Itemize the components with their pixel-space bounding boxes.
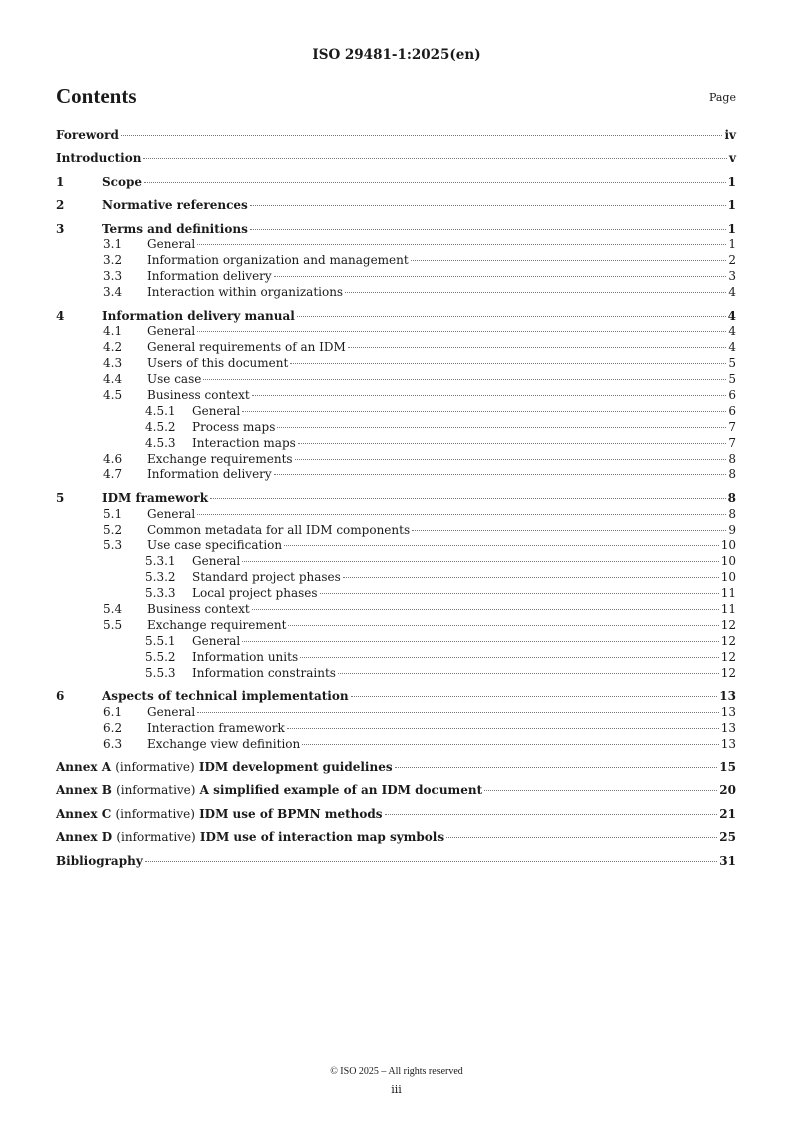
dot-leader — [295, 459, 727, 460]
toc-spacer — [56, 776, 736, 784]
toc-entry-page: 25 — [719, 830, 736, 845]
toc-entry[interactable] — [56, 388, 736, 404]
toc-entry[interactable] — [56, 340, 736, 356]
toc-entry-title: Exchange view definition — [147, 736, 301, 751]
toc-entry-number: 4.5 — [103, 387, 123, 402]
toc-entry-page: 13 — [719, 689, 736, 703]
toc-entry[interactable] — [56, 269, 736, 285]
toc-entry-page: 11 — [720, 586, 736, 601]
toc-entry-title: General — [192, 403, 241, 418]
toc-entry-page: 10 — [720, 554, 736, 569]
annex-label: Annex B — [56, 783, 112, 798]
dot-leader — [345, 292, 726, 293]
toc-entry-title: Exchange requirements — [147, 451, 293, 466]
toc-entry-number: 4.5.1 — [145, 403, 176, 418]
toc-spacer — [56, 144, 736, 152]
dot-leader — [143, 158, 727, 159]
toc-entry-title: General requirements of an IDM — [147, 340, 346, 355]
toc-entry[interactable] — [56, 830, 736, 846]
dot-leader — [252, 395, 727, 396]
toc-entry-page: iv — [724, 128, 736, 142]
toc-entry-page: 4 — [728, 324, 736, 339]
dot-leader — [277, 427, 726, 428]
dot-leader — [290, 363, 726, 364]
document-id-header: ISO 29481-1:2025(en) — [312, 47, 481, 63]
toc-entry-page: 4 — [728, 285, 736, 300]
toc-entry-number: 3 — [56, 221, 65, 236]
toc-entry-number: 5.1 — [103, 506, 123, 521]
toc-entry[interactable] — [56, 436, 736, 452]
toc-entry-page: 6 — [728, 387, 736, 402]
toc-entry-title: General — [147, 324, 196, 339]
toc-entry[interactable] — [56, 650, 736, 666]
toc-entry-title: Introduction — [56, 151, 142, 166]
toc-entry-title — [56, 760, 393, 776]
toc-entry[interactable] — [56, 618, 736, 634]
dot-leader — [446, 837, 717, 838]
dot-leader — [203, 379, 726, 380]
toc-entry-page: 4 — [727, 308, 736, 323]
toc-entry-page: 6 — [728, 403, 736, 418]
toc-entry-title — [56, 830, 444, 846]
toc-entry-page: 5 — [728, 372, 736, 387]
dot-leader — [197, 331, 726, 332]
toc-entry[interactable] — [56, 198, 736, 214]
page-number: iii — [391, 1083, 402, 1096]
toc-entry-number: 5.5 — [103, 617, 123, 632]
toc-entry-number: 4.3 — [103, 356, 123, 371]
toc-entry[interactable] — [56, 666, 736, 682]
toc-entry-page: 8 — [728, 467, 736, 482]
dot-leader — [121, 135, 723, 136]
toc-entry-page: 7 — [728, 419, 736, 434]
toc-entry-number: 4.6 — [103, 451, 123, 466]
annex-title: IDM use of BPMN methods — [199, 806, 383, 821]
toc-entry[interactable] — [56, 538, 736, 554]
toc-entry[interactable] — [56, 151, 736, 167]
dot-leader — [287, 728, 719, 729]
toc-entry-title: Information organization and management — [147, 253, 409, 268]
dot-leader — [385, 814, 718, 815]
toc-entry-page: 21 — [719, 806, 736, 821]
toc-entry-number: 5.5.3 — [145, 665, 176, 680]
toc-spacer — [56, 753, 736, 761]
toc-entry-title: Interaction maps — [192, 435, 296, 450]
toc-entry[interactable] — [56, 634, 736, 650]
dot-leader — [351, 696, 718, 697]
toc-spacer — [56, 214, 736, 222]
toc-entry-number: 5.2 — [103, 522, 123, 537]
toc-entry-title: Information delivery — [147, 269, 272, 284]
annex-title: A simplified example of an IDM document — [199, 783, 483, 798]
toc-entry-page: 20 — [719, 783, 736, 798]
toc-entry-title: Users of this document — [147, 356, 289, 371]
toc-entry-number: 4.4 — [103, 372, 123, 387]
toc-spacer — [56, 799, 736, 807]
toc-entry-title: General — [147, 237, 196, 252]
dot-leader — [300, 657, 719, 658]
dot-leader — [302, 744, 718, 745]
toc-entry[interactable] — [56, 586, 736, 602]
toc-entry-page: 31 — [719, 853, 736, 868]
toc-entry[interactable] — [56, 507, 736, 523]
toc-entry[interactable] — [56, 222, 736, 238]
toc-entry-title: Use case — [147, 372, 202, 387]
toc-entry-title: Common metadata for all IDM components — [147, 522, 411, 537]
toc-entry-title: Interaction within organizations — [147, 285, 344, 300]
toc-entry-page: 4 — [728, 340, 736, 355]
toc-entry-number: 4 — [56, 308, 65, 323]
toc-entry[interactable] — [56, 237, 736, 253]
toc-spacer — [56, 846, 736, 854]
annex-informative-label: (informative) — [116, 783, 196, 798]
toc-entry[interactable] — [56, 309, 736, 325]
dot-leader — [242, 411, 726, 412]
toc-spacer — [56, 823, 736, 831]
toc-entry-number: 6.2 — [103, 720, 123, 735]
toc-entry-page: 1 — [727, 221, 736, 236]
toc-entry[interactable] — [56, 689, 736, 705]
toc-entry-page: 5 — [728, 356, 736, 371]
toc-entry-title: General — [192, 633, 241, 648]
toc-entry-number: 6.3 — [103, 736, 123, 751]
toc-entry[interactable] — [56, 570, 736, 586]
annex-label: Annex A — [56, 760, 112, 775]
dot-leader — [288, 625, 718, 626]
toc-entry-title: Use case specification — [147, 538, 283, 553]
dot-leader — [145, 861, 718, 862]
toc-entry-page: 11 — [720, 602, 736, 617]
toc-entry-number: 1 — [56, 174, 65, 189]
toc-entry-title: Business context — [147, 387, 250, 402]
toc-entry-page: 12 — [720, 617, 736, 632]
toc-entry-page: 8 — [727, 490, 736, 505]
toc-entry-title: Bibliography — [56, 853, 143, 868]
toc-entry[interactable] — [56, 404, 736, 420]
toc-entry-title: Process maps — [192, 419, 276, 434]
toc-entry-page: 3 — [728, 269, 736, 284]
toc-entry[interactable] — [56, 721, 736, 737]
toc-entry-number: 5 — [56, 490, 65, 505]
toc-entry[interactable] — [56, 467, 736, 483]
dot-leader — [320, 593, 719, 594]
dot-leader — [197, 712, 718, 713]
toc-entry-number: 5.3.3 — [145, 586, 176, 601]
toc-entry-title: Exchange requirement — [147, 617, 287, 632]
dot-leader — [242, 561, 718, 562]
toc-entry-page: v — [729, 151, 736, 166]
toc-entry-number: 4.5.2 — [145, 419, 176, 434]
toc-spacer — [56, 167, 736, 175]
dot-leader — [284, 545, 719, 546]
toc-entry-page: 9 — [728, 522, 736, 537]
toc-entry[interactable] — [56, 523, 736, 539]
toc-entry-page: 12 — [720, 649, 736, 664]
toc-entry-page: 2 — [728, 253, 736, 268]
dot-leader — [411, 260, 727, 261]
toc-entry-title: Standard project phases — [192, 570, 341, 585]
toc-entry[interactable] — [56, 807, 736, 823]
toc-entry-title: Information delivery — [147, 467, 272, 482]
table-of-contents — [56, 128, 736, 870]
toc-entry[interactable] — [56, 452, 736, 468]
toc-entry[interactable] — [56, 760, 736, 776]
dot-leader — [252, 609, 719, 610]
toc-entry-title: Terms and definitions — [102, 221, 248, 236]
toc-entry-page: 8 — [728, 451, 736, 466]
toc-entry-title — [56, 783, 482, 799]
toc-spacer — [56, 301, 736, 309]
toc-entry-title: Information delivery manual — [102, 308, 295, 323]
page-column-label: Page — [708, 91, 736, 104]
toc-entry-title: Scope — [102, 174, 143, 189]
toc-spacer — [56, 191, 736, 199]
toc-entry[interactable] — [56, 854, 736, 870]
dot-leader — [274, 474, 727, 475]
annex-title: IDM development guidelines — [198, 760, 393, 775]
annex-informative-label: (informative) — [115, 806, 195, 821]
toc-entry-page: 13 — [720, 720, 736, 735]
toc-entry[interactable] — [56, 554, 736, 570]
toc-entry[interactable] — [56, 372, 736, 388]
toc-entry[interactable] — [56, 491, 736, 507]
toc-entry-title: General — [147, 506, 196, 521]
toc-entry-page: 13 — [720, 736, 736, 751]
annex-informative-label: (informative) — [115, 760, 195, 775]
toc-entry-title: Business context — [147, 602, 250, 617]
dot-leader — [210, 498, 726, 499]
toc-entry[interactable] — [56, 705, 736, 721]
dot-leader — [338, 673, 719, 674]
toc-entry-title — [56, 807, 383, 823]
toc-entry-number: 5.3.1 — [145, 554, 176, 569]
toc-entry[interactable] — [56, 602, 736, 618]
toc-entry[interactable] — [56, 253, 736, 269]
dot-leader — [197, 244, 726, 245]
dot-leader — [197, 514, 726, 515]
toc-entry-title: Information units — [192, 649, 299, 664]
toc-entry-number: 5.5.1 — [145, 633, 176, 648]
toc-spacer — [56, 483, 736, 491]
toc-entry-number: 6.1 — [103, 704, 123, 719]
dot-leader — [343, 577, 719, 578]
dot-leader — [348, 347, 727, 348]
toc-entry-number: 5.3.2 — [145, 570, 176, 585]
toc-entry-title: Foreword — [56, 128, 119, 142]
toc-entry-page: 1 — [728, 237, 736, 252]
annex-label: Annex D — [56, 830, 113, 845]
toc-entry-page: 10 — [720, 538, 736, 553]
toc-entry[interactable] — [56, 356, 736, 372]
toc-entry-title: Aspects of technical implementation — [102, 689, 349, 703]
toc-entry-number: 5.5.2 — [145, 649, 176, 664]
toc-entry-number: 4.7 — [103, 467, 123, 482]
dot-leader — [395, 767, 718, 768]
toc-entry-title: Local project phases — [192, 586, 318, 601]
dot-leader — [250, 229, 726, 230]
toc-entry-number: 4.2 — [103, 340, 123, 355]
toc-entry-page: 7 — [728, 435, 736, 450]
dot-leader — [250, 205, 726, 206]
copyright-footer: © ISO 2025 – All rights reserved — [330, 1066, 463, 1077]
toc-entry-title: Normative references — [102, 198, 248, 213]
dot-leader — [412, 530, 726, 531]
toc-spacer — [56, 682, 736, 690]
dot-leader — [297, 316, 726, 317]
toc-entry-page: 12 — [720, 633, 736, 648]
toc-entry-number: 3.3 — [103, 269, 123, 284]
toc-entry-number: 3.2 — [103, 253, 123, 268]
dot-leader — [144, 182, 726, 183]
dot-leader — [274, 276, 727, 277]
toc-entry[interactable] — [56, 420, 736, 436]
toc-entry-number: 2 — [56, 198, 65, 213]
toc-entry-page: 8 — [728, 506, 736, 521]
toc-entry-number: 3.4 — [103, 285, 123, 300]
toc-entry-page: 13 — [720, 704, 736, 719]
contents-title: Contents — [56, 84, 137, 108]
dot-leader — [298, 443, 727, 444]
toc-entry-title: Interaction framework — [147, 720, 285, 735]
toc-entry[interactable] — [56, 783, 736, 799]
toc-entry[interactable] — [56, 737, 736, 753]
toc-entry-title: General — [147, 704, 196, 719]
toc-entry-title: General — [192, 554, 241, 569]
toc-entry-number: 5.3 — [103, 538, 123, 553]
annex-title: IDM use of interaction map symbols — [199, 830, 445, 845]
toc-entry[interactable] — [56, 128, 736, 144]
annex-label: Annex C — [56, 806, 112, 821]
toc-entry-title: IDM framework — [102, 490, 209, 505]
toc-entry-number: 3.1 — [103, 237, 123, 252]
toc-entry-title: Information constraints — [192, 665, 336, 680]
toc-entry-page: 10 — [720, 570, 736, 585]
dot-leader — [242, 641, 718, 642]
toc-entry-number: 6 — [56, 689, 65, 703]
dot-leader — [484, 790, 717, 791]
toc-entry[interactable] — [56, 285, 736, 301]
toc-entry-page: 12 — [720, 665, 736, 680]
toc-entry-page: 1 — [727, 174, 736, 189]
annex-informative-label: (informative) — [116, 830, 196, 845]
toc-entry-number: 4.5.3 — [145, 435, 176, 450]
toc-entry[interactable] — [56, 324, 736, 340]
toc-entry-number: 5.4 — [103, 602, 123, 617]
toc-entry[interactable] — [56, 175, 736, 191]
toc-entry-page: 15 — [719, 760, 736, 775]
toc-entry-page: 1 — [727, 198, 736, 213]
toc-entry-number: 4.1 — [103, 324, 123, 339]
